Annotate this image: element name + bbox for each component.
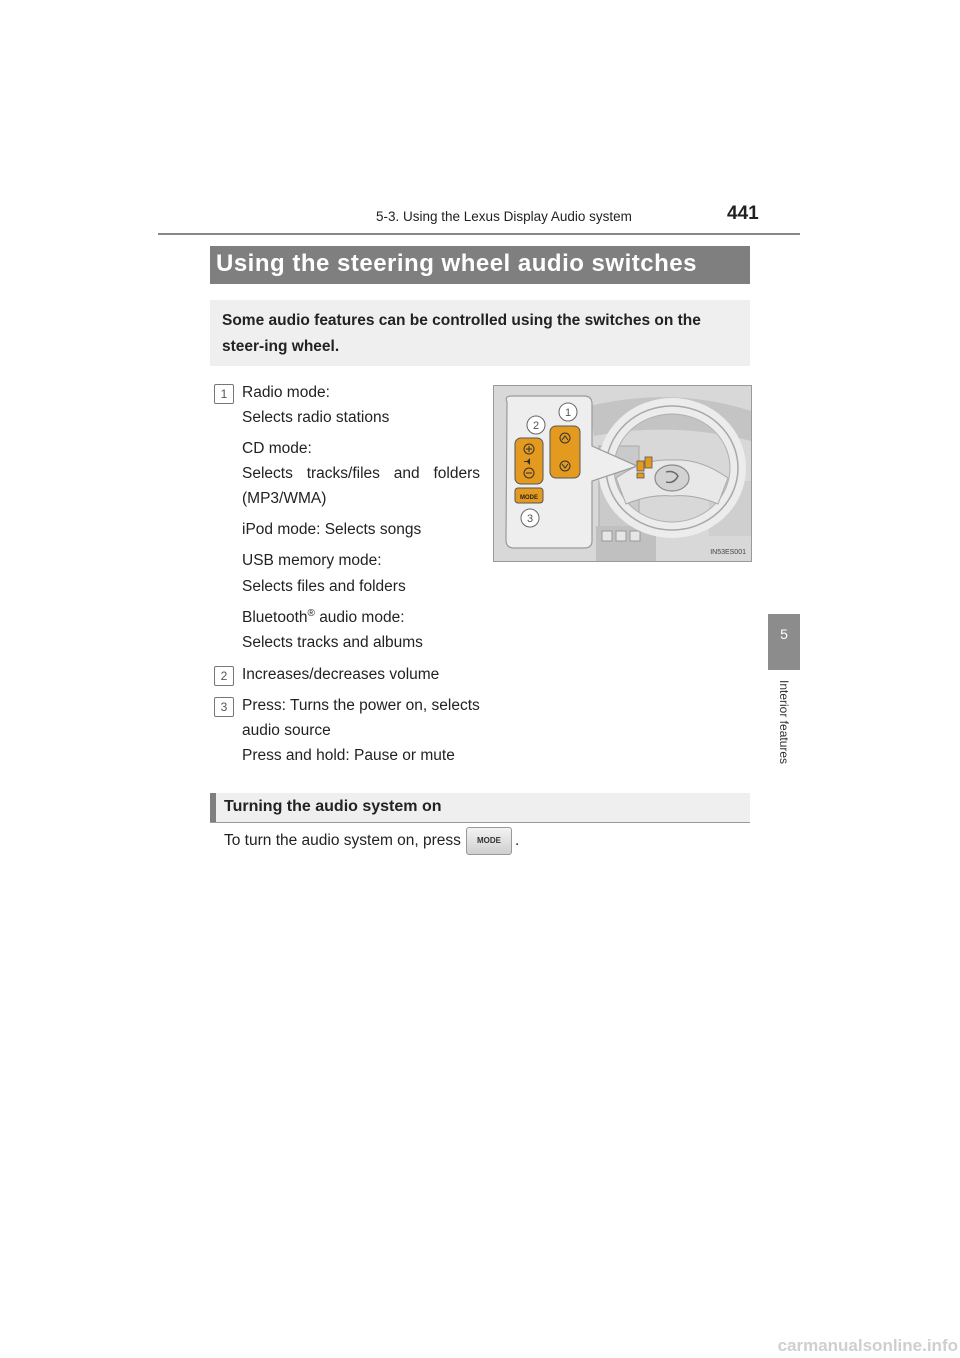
item-1-line: USB memory mode: (242, 552, 382, 569)
item-1-line: Selects files and folders (242, 578, 406, 595)
item-3-line: Press and hold: Pause or mute (242, 747, 455, 764)
registered-mark: ® (307, 608, 315, 619)
running-header-section: 5-3. Using the Lexus Display Audio system (376, 209, 632, 224)
item-3-line: audio source (242, 722, 331, 739)
bluetooth-word: Bluetooth (242, 609, 308, 627)
chapter-number: 5 (780, 626, 788, 642)
item-1-line: iPod mode: Selects songs (242, 521, 422, 538)
item-number-3: 3 (214, 697, 234, 717)
item-number-2: 2 (214, 666, 234, 686)
item-1-line: Selects tracks/files and folders (242, 465, 480, 482)
callout-3: 3 (526, 513, 534, 525)
mode-button-label: MODE (520, 495, 538, 501)
item-1-line: Selects radio stations (242, 409, 390, 426)
chapter-label: Interior features (777, 680, 791, 765)
image-code: IN53ES001 (710, 549, 746, 556)
subsection-title: Turning the audio system on (224, 798, 442, 815)
callout-2: 2 (532, 420, 540, 432)
callout-1: 1 (564, 407, 572, 419)
item-1-line: Selects tracks and albums (242, 634, 423, 651)
footer-watermark: carmanualsonline.info (777, 1336, 958, 1355)
instruction-period: . (515, 832, 520, 849)
instruction-text: To turn the audio system on, press (224, 832, 461, 849)
item-number-1: 1 (214, 384, 234, 404)
audio-mode-word: audio mode: (319, 609, 405, 627)
subsection-rule (210, 822, 750, 823)
item-1-line: (MP3/WMA) (242, 490, 327, 507)
chapter-tab (768, 614, 800, 670)
intro-text: Some audio features can be controlled using the switches on the steer-ing wheel. (222, 312, 701, 355)
steering-wheel-diagram (493, 385, 752, 562)
header-rule (158, 233, 800, 235)
section-title: Using the steering wheel audio switches (216, 250, 697, 277)
item-1-line: CD mode: (242, 440, 312, 457)
item-3-line: Press: Turns the power on, selects (242, 697, 480, 714)
item-1-line: Radio mode: (242, 384, 330, 401)
steering-wheel-illustration (494, 386, 751, 561)
page-number: 441 (727, 203, 759, 224)
item-2-line: Increases/decreases volume (242, 666, 440, 683)
mode-button-icon: MODE (466, 827, 512, 855)
item-1-bluetooth-line (242, 608, 405, 627)
